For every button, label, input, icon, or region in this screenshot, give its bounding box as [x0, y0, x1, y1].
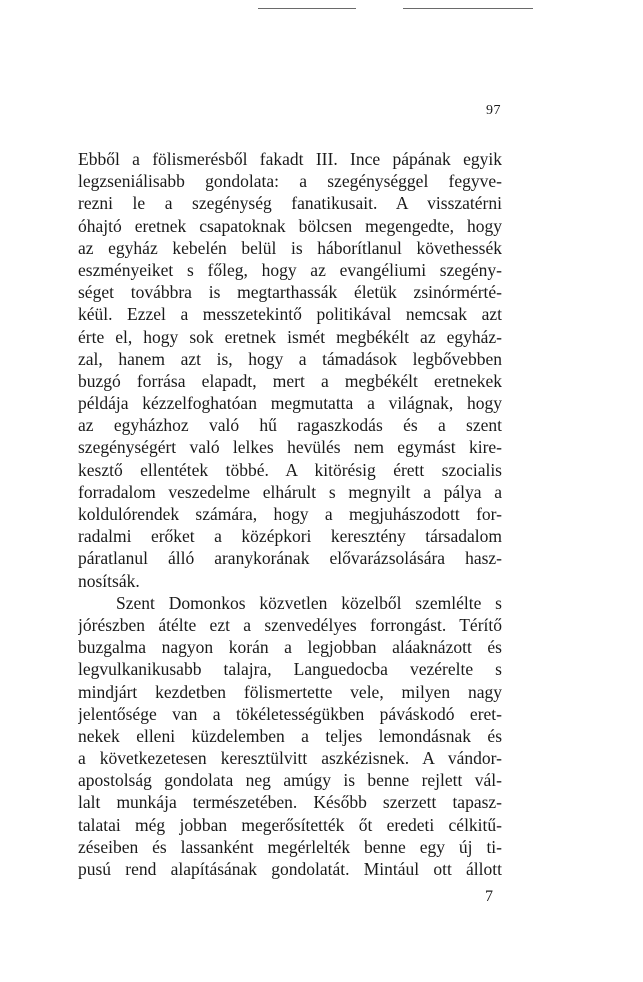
- header-rule-left: [258, 8, 356, 9]
- header-rule-right: [403, 8, 533, 9]
- text-line: zal, hanem azt is, hogy a támadások legbővebben: [78, 348, 502, 369]
- text-line: Ebből a fölismerésből fakadt III. Ince pápának egyik: [78, 149, 502, 169]
- text-line: szegénységért való lelkes hevülés nem egymást kire-: [78, 437, 502, 458]
- text-line: jórészben átélte ezt a szenvedélyes forrongást. Térítő: [78, 614, 502, 635]
- text-line: az egyházhoz való hű ragaszkodás és a szent: [78, 415, 502, 436]
- text-line: talatai még jobban megerősítették őt eredeti célkitű-: [78, 814, 502, 835]
- signature-mark: 7: [485, 888, 493, 905]
- text-line: a következetesen keresztülvitt aszkézisnek. A vándor-: [78, 748, 502, 769]
- text-line: jelentősége van a tökéletességükben páváskodó eret-: [78, 703, 502, 724]
- text-line: buzgalma nagyon korán a legjobban aláaknázott és: [78, 637, 502, 658]
- text-line: koldulórendek számára, hogy a megjuhászodott for-: [78, 504, 502, 524]
- text-line: nekek elleni küzdelemben a teljes lemondásnak és: [78, 725, 502, 746]
- text-line: apostolság gondolata neg amúgy is benne rejlett vál-: [78, 770, 502, 791]
- text-line: radalmi erőket a középkori keresztény társadalom: [78, 526, 502, 547]
- text-line: pusú rend alapításának gondolatát. Mintául ott állott: [78, 859, 502, 879]
- text-line: forradalom veszedelme elhárult s megnyilt a pálya a: [78, 481, 502, 502]
- text-line: eszményeiket s főleg, hogy az evangéliumi szegény-: [78, 259, 502, 280]
- text-line: óhajtó eretnek csapatoknak bölcsen megengedte, hogy: [78, 215, 502, 236]
- text-line: rezni le a szegénység fanatikusait. A visszatérni: [78, 193, 502, 214]
- text-line: kéül. Ezzel a messzetekintő politikával nemcsak azt: [78, 304, 502, 325]
- text-line: zéseiben és lassanként megérlelték benne egy új ti-: [78, 836, 502, 857]
- text-line: buzgó forrása elapadt, mert a megbékélt eretnekek: [78, 370, 502, 391]
- text-line: az egyház kebelén belül is háborítlanul követhessék: [78, 237, 502, 258]
- text-line: Szent Domonkos közvetlen közelből szemlélte s: [116, 592, 502, 613]
- body-text: [78, 148, 502, 880]
- paragraph: [78, 148, 502, 592]
- text-line: nosítsák.: [78, 570, 140, 591]
- text-line: páratlanul álló aranykorának elővarázsolására hasz-: [78, 548, 502, 569]
- text-line: érte el, hogy sok eretnek ismét megbékélt az egyház-: [78, 326, 502, 347]
- text-line: séget továbbra is megtarthassák életük zsinórmérté-: [78, 282, 502, 303]
- text-line: legvulkanikusabb talajra, Languedocba vezérelte s: [78, 659, 502, 680]
- text-line: legzseniálisabb gondolata: a szegénységgel fegyve-: [78, 171, 502, 192]
- text-line: példája kézzelfoghatóan megmutatta a világnak, hogy: [78, 393, 502, 414]
- page-number: 97: [486, 103, 501, 118]
- text-line: lalt munkája természetében. Később szerzett tapasz-: [78, 792, 502, 813]
- text-line: kesztő ellentétek többé. A kitörésig érett szocialis: [78, 459, 502, 480]
- text-line: mindjárt kezdetben fölismertette vele, milyen nagy: [78, 681, 502, 702]
- paragraph: [78, 592, 502, 880]
